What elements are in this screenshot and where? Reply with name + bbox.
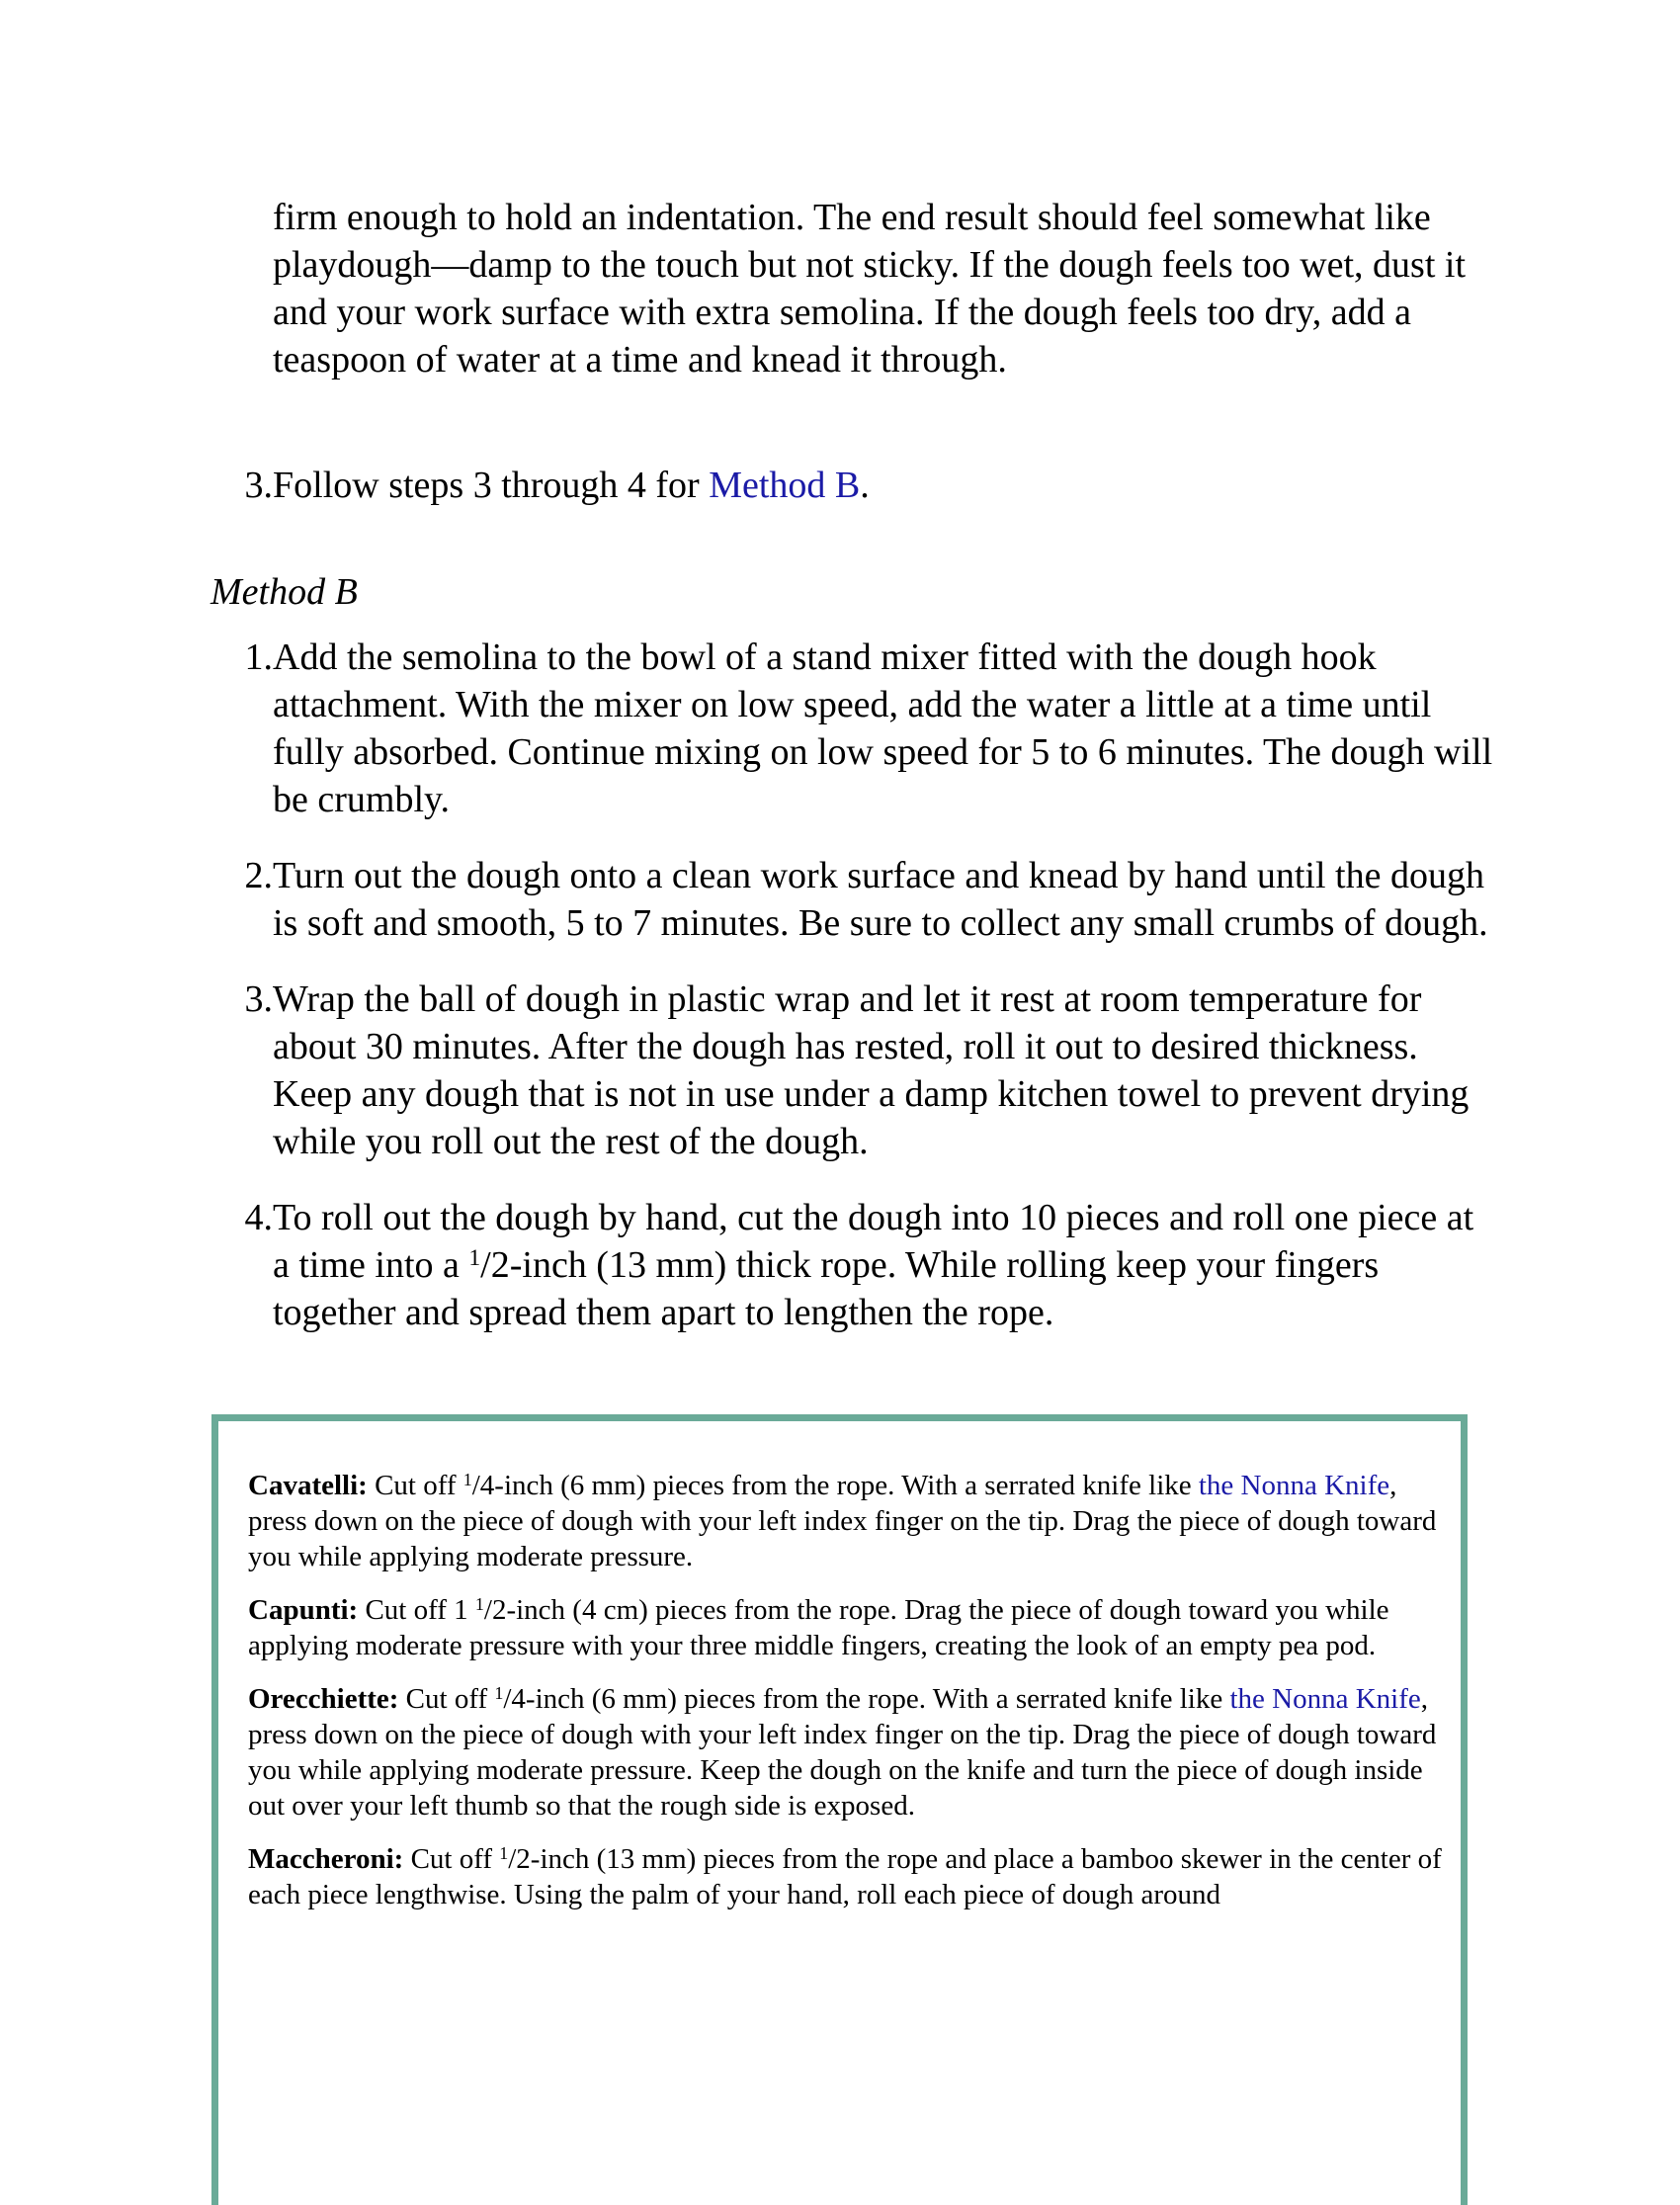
- method-b-step-4: 4. To roll out the dough by hand, cut the dough into 10 pieces and roll one piece at a time into a $^1$/2-inch (13 mm) thick rope. While rolling keep your fingers together and spread them apart to lengthen the rope.: [232, 1194, 1498, 1336]
- step-number: 2.: [244, 855, 273, 896]
- step-text: Follow steps 3 through 4 for: [273, 465, 710, 506]
- nonna-knife-link[interactable]: the Nonna Knife: [1229, 1683, 1421, 1715]
- step-text: To roll out the dough by hand, cut the dough into 10 pieces and roll one piece at a time into a: [273, 1197, 1474, 1286]
- method-a-steps: [232, 462, 1498, 509]
- orecchiette-paragraph: Orecchiette: Cut off $^1$/4-inch (6 mm) pieces from the rope. With a serrated knife like the Nonna Knife, press down on the piece of dough with your left index finger on the tip. Drag the piece of dough toward you while applying moderate pressure. Keep the dough on the knife and turn the piece of dough inside out over your left thumb so that the rough side is exposed.: [248, 1683, 1437, 1822]
- maccheroni-paragraph: Maccheroni: Cut off $^1$/2-inch (13 mm) pieces from the rope and place a bamboo skewer in the center of each piece lengthwise. Using the palm of your hand, roll each piece of dough around: [248, 1843, 1442, 1910]
- method-b-steps: [232, 634, 1498, 1365]
- nonna-knife-link[interactable]: the Nonna Knife: [1198, 1470, 1390, 1501]
- method-b-step-3: [232, 975, 1498, 1165]
- step-number: 3.: [244, 465, 273, 506]
- intro-paragraph: firm enough to hold an indentation. The end result should feel somewhat like playdough—damp to the touch but not sticky. If the dough feels too wet, dust it and your work surface with extra semolina. If the dough feels too dry, add a teaspoon of water at a time and knead it through.: [273, 197, 1467, 381]
- step-text: Wrap the ball of dough in plastic wrap and let it rest at room temperature for about 30 minutes. After the dough has rested, roll it out to desired thickness. Keep any dough that is not in use under a damp kitchen towel to prevent drying while you roll out the rest of the dough.: [273, 978, 1470, 1162]
- step-number: 4.: [244, 1197, 273, 1238]
- shape-name: Cavatelli:: [248, 1470, 368, 1501]
- step-number: 1.: [244, 636, 273, 678]
- shape-name: Orecchiette:: [248, 1683, 399, 1715]
- method-b-link[interactable]: Method B: [709, 465, 861, 506]
- pasta-shapes-callout: [211, 1414, 1468, 2205]
- fraction-numerator: 1: [468, 1245, 481, 1272]
- capunti-paragraph: Capunti: Cut off 1 $^1$/2-inch (4 cm) pieces from the rope. Drag the piece of dough toward you while applying moderate pressure with your three middle fingers, creating the look of an empty pea pod.: [248, 1594, 1389, 1661]
- method-b-step-2: [232, 852, 1498, 947]
- step-number: 3.: [244, 978, 273, 1020]
- method-a-step-3: 3. Follow steps 3 through 4 for Method B.: [232, 462, 1498, 509]
- method-b-heading: Method B: [210, 571, 358, 613]
- step-text: Add the semolina to the bowl of a stand mixer fitted with the dough hook attachment. With the mixer on low speed, add the water a little at a time until fully absorbed. Continue mixing on low speed for 5 to 6 minutes. The dough will be crumbly.: [273, 636, 1493, 820]
- step-text: Turn out the dough onto a clean work surface and knead by hand until the dough is soft and smooth, 5 to 7 minutes. Be sure to collect any small crumbs of dough.: [273, 855, 1488, 944]
- shape-name: Capunti:: [248, 1594, 359, 1626]
- cavatelli-paragraph: Cavatelli: Cut off $^1$/4-inch (6 mm) pieces from the rope. With a serrated knife like the Nonna Knife, press down on the piece of dough with your left index finger on the tip. Drag the piece of dough toward you while applying moderate pressure.: [248, 1470, 1437, 1572]
- method-b-step-1: [232, 634, 1498, 823]
- shape-name: Maccheroni:: [248, 1843, 404, 1875]
